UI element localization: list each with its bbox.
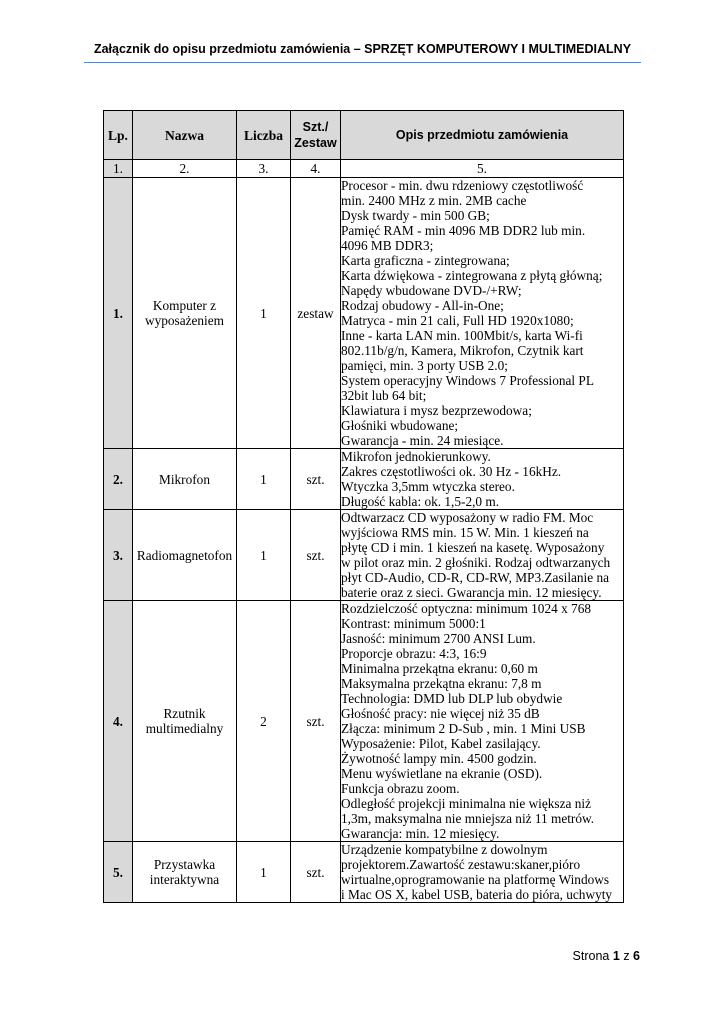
description-line: Technologia: DMD lub DLP lub obydwie	[341, 691, 563, 706]
row-name-line: multimedialny	[145, 721, 224, 736]
col-header-qty: Liczba	[237, 111, 291, 160]
footer-page-number: 1	[612, 949, 620, 963]
col-header-unit	[291, 111, 341, 160]
description-line: Karta graficzna - zintegrowana;	[341, 253, 510, 268]
description-line: Proporcje obrazu: 4:3, 16:9	[341, 646, 487, 661]
row-qty: 1	[237, 510, 291, 601]
description-line: wirtualne,oprogramowanie na platformę Windows	[341, 872, 610, 887]
row-description	[341, 510, 624, 601]
description-line: min. 2400 MHz z min. 2MB cache	[341, 193, 527, 208]
description-line: Kontrast: minimum 5000:1	[341, 616, 486, 631]
row-name-line: interaktywna	[149, 872, 220, 887]
col-header-desc: Opis przedmiotu zamówienia	[341, 111, 624, 160]
description-line: Rodzaj obudowy - All-in-One;	[341, 298, 504, 313]
table-row	[104, 449, 624, 510]
row-description	[341, 449, 624, 510]
row-name	[133, 510, 237, 601]
description-line: projektorem.Zawartość zestawu:skaner,pióro	[341, 857, 581, 872]
description-line: Mikrofon jednokierunkowy.	[341, 449, 491, 464]
row-description	[341, 842, 624, 903]
description-line: 4096 MB DDR3;	[341, 238, 434, 253]
description-line: Głośniki wbudowane;	[341, 418, 459, 433]
row-lp: 4.	[104, 601, 133, 842]
description-line: wyjściowa RMS min. 15 W. Min. 1 kieszeń na	[341, 525, 589, 540]
col-header-name: Nazwa	[133, 111, 237, 160]
row-unit: szt.	[291, 449, 341, 510]
row-lp: 5.	[104, 842, 133, 903]
row-description	[341, 178, 624, 449]
description-line: Inne - karta LAN min. 100Mbit/s, karta Wi-fi	[341, 328, 583, 343]
column-number: 5.	[341, 160, 624, 178]
document-header-title: Załącznik do opisu przedmiotu zamówienia – SPRZĘT KOMPUTEROWY I MULTIMEDIALNY	[93, 42, 632, 56]
row-name	[133, 178, 237, 449]
row-description	[341, 601, 624, 842]
description-line: 1,3m, maksymalna nie mniejsza niż 11 metrów.	[341, 811, 595, 826]
footer-page-total: 6	[633, 949, 640, 963]
description-line: System operacyjny Windows 7 Professional PL	[341, 373, 594, 388]
description-line: pamięci, min. 3 porty USB 2.0;	[341, 358, 508, 373]
table-row	[104, 178, 624, 449]
description-line: Urządzenie kompatybilne z dowolnym	[341, 842, 548, 857]
row-name-line: Radiomagnetofon	[136, 547, 233, 563]
row-name-line: Komputer z	[152, 298, 217, 313]
row-name-line: wyposażeniem	[144, 313, 224, 328]
table-row	[104, 601, 624, 842]
description-line: Jasność: minimum 2700 ANSI Lum.	[341, 631, 536, 646]
row-qty: 1	[237, 449, 291, 510]
description-line: Gwarancja - min. 24 miesiące.	[341, 433, 504, 448]
row-unit: szt.	[291, 842, 341, 903]
description-line: w pilot oraz min. 2 głośniki. Rodzaj odtwarzanych	[341, 555, 611, 570]
description-line: Pamięć RAM - min 4096 MB DDR2 lub min.	[341, 223, 586, 238]
table-header-row	[104, 111, 624, 160]
specification-table	[103, 110, 624, 903]
table-row	[104, 510, 624, 601]
description-line: Wyposażenie: Pilot, Kabel zasilający.	[341, 736, 541, 751]
row-qty: 2	[237, 601, 291, 842]
description-line: i Mac OS X, kabel USB, bateria do pióra, uchwyty	[341, 887, 613, 902]
footer-of-label: z	[623, 949, 630, 963]
description-line: Żywotność lampy min. 4500 godzin.	[341, 751, 537, 766]
column-number: 4.	[291, 160, 341, 178]
table-row	[104, 842, 624, 903]
description-line: Zakres częstotliwości ok. 30 Hz - 16kHz.	[341, 464, 562, 479]
description-line: Minimalna przekątna ekranu: 0,60 m	[341, 661, 538, 676]
description-line: Gwarancja: min. 12 miesięcy.	[341, 826, 500, 841]
row-name-line: Mikrofon	[159, 471, 210, 487]
description-line: Napędy wbudowane DVD-/+RW;	[341, 283, 522, 298]
description-line: baterie oraz z sieci. Gwarancja min. 12 miesięcy.	[341, 585, 602, 600]
header-divider	[84, 62, 641, 63]
description-line: Karta dźwiękowa - zintegrowana z płytą główną;	[341, 268, 603, 283]
description-line: Wtyczka 3,5mm wtyczka stereo.	[341, 479, 515, 494]
row-name	[133, 449, 237, 510]
description-line: 802.11b/g/n, Kamera, Mikrofon, Czytnik kart	[341, 343, 584, 358]
description-line: Głośność pracy: nie więcej niż 35 dB	[341, 706, 540, 721]
col-header-lp: Lp.	[104, 111, 133, 160]
description-line: płyt CD-Audio, CD-R, CD-RW, MP3.Zasilanie na	[341, 570, 610, 585]
row-unit: zestaw	[291, 178, 341, 449]
row-qty: 1	[237, 842, 291, 903]
description-line: Procesor - min. dwu rdzeniowy częstotliwość	[341, 178, 584, 193]
description-line: Menu wyświetlane na ekranie (OSD).	[341, 766, 543, 781]
description-line: Długość kabla: ok. 1,5-2,0 m.	[341, 494, 500, 509]
row-lp: 1.	[104, 178, 133, 449]
description-line: płytę CD i min. 1 kieszeń na kasetę. Wyposażony	[341, 540, 605, 555]
col-header-unit-line2: Zestaw	[294, 136, 337, 150]
description-line: Maksymalna przekątna ekranu: 7,8 m	[341, 676, 542, 691]
description-line: Dysk twardy - min 500 GB;	[341, 208, 490, 223]
description-line: Złącza: minimum 2 D-Sub , min. 1 Mini USB	[341, 721, 586, 736]
row-lp: 3.	[104, 510, 133, 601]
row-qty: 1	[237, 178, 291, 449]
footer-page-label: Strona	[572, 949, 610, 963]
description-line: Matryca - min 21 cali, Full HD 1920x1080;	[341, 313, 574, 328]
row-name-line: Rzutnik	[163, 706, 206, 721]
row-name	[133, 842, 237, 903]
description-line: Klawiatura i mysz bezprzewodowa;	[341, 403, 532, 418]
column-number-row	[104, 160, 624, 178]
column-number: 3.	[237, 160, 291, 178]
description-line: 32bit lub 64 bit;	[341, 388, 427, 403]
column-number: 2.	[133, 160, 237, 178]
col-header-unit-line1: Szt./	[302, 120, 329, 134]
description-line: Odtwarzacz CD wyposażony w radio FM. Moc	[341, 510, 594, 525]
page-footer	[573, 949, 640, 963]
row-unit: szt.	[291, 510, 341, 601]
row-lp: 2.	[104, 449, 133, 510]
description-line: Funkcja obrazu zoom.	[341, 781, 460, 796]
column-number: 1.	[104, 160, 133, 178]
description-line: Rozdzielczość optyczna: minimum 1024 x 768	[341, 601, 591, 616]
row-name-line: Przystawka	[153, 857, 216, 872]
row-unit: szt.	[291, 601, 341, 842]
row-name	[133, 601, 237, 842]
description-line: Odległość projekcji minimalna nie większa niż	[341, 796, 591, 811]
